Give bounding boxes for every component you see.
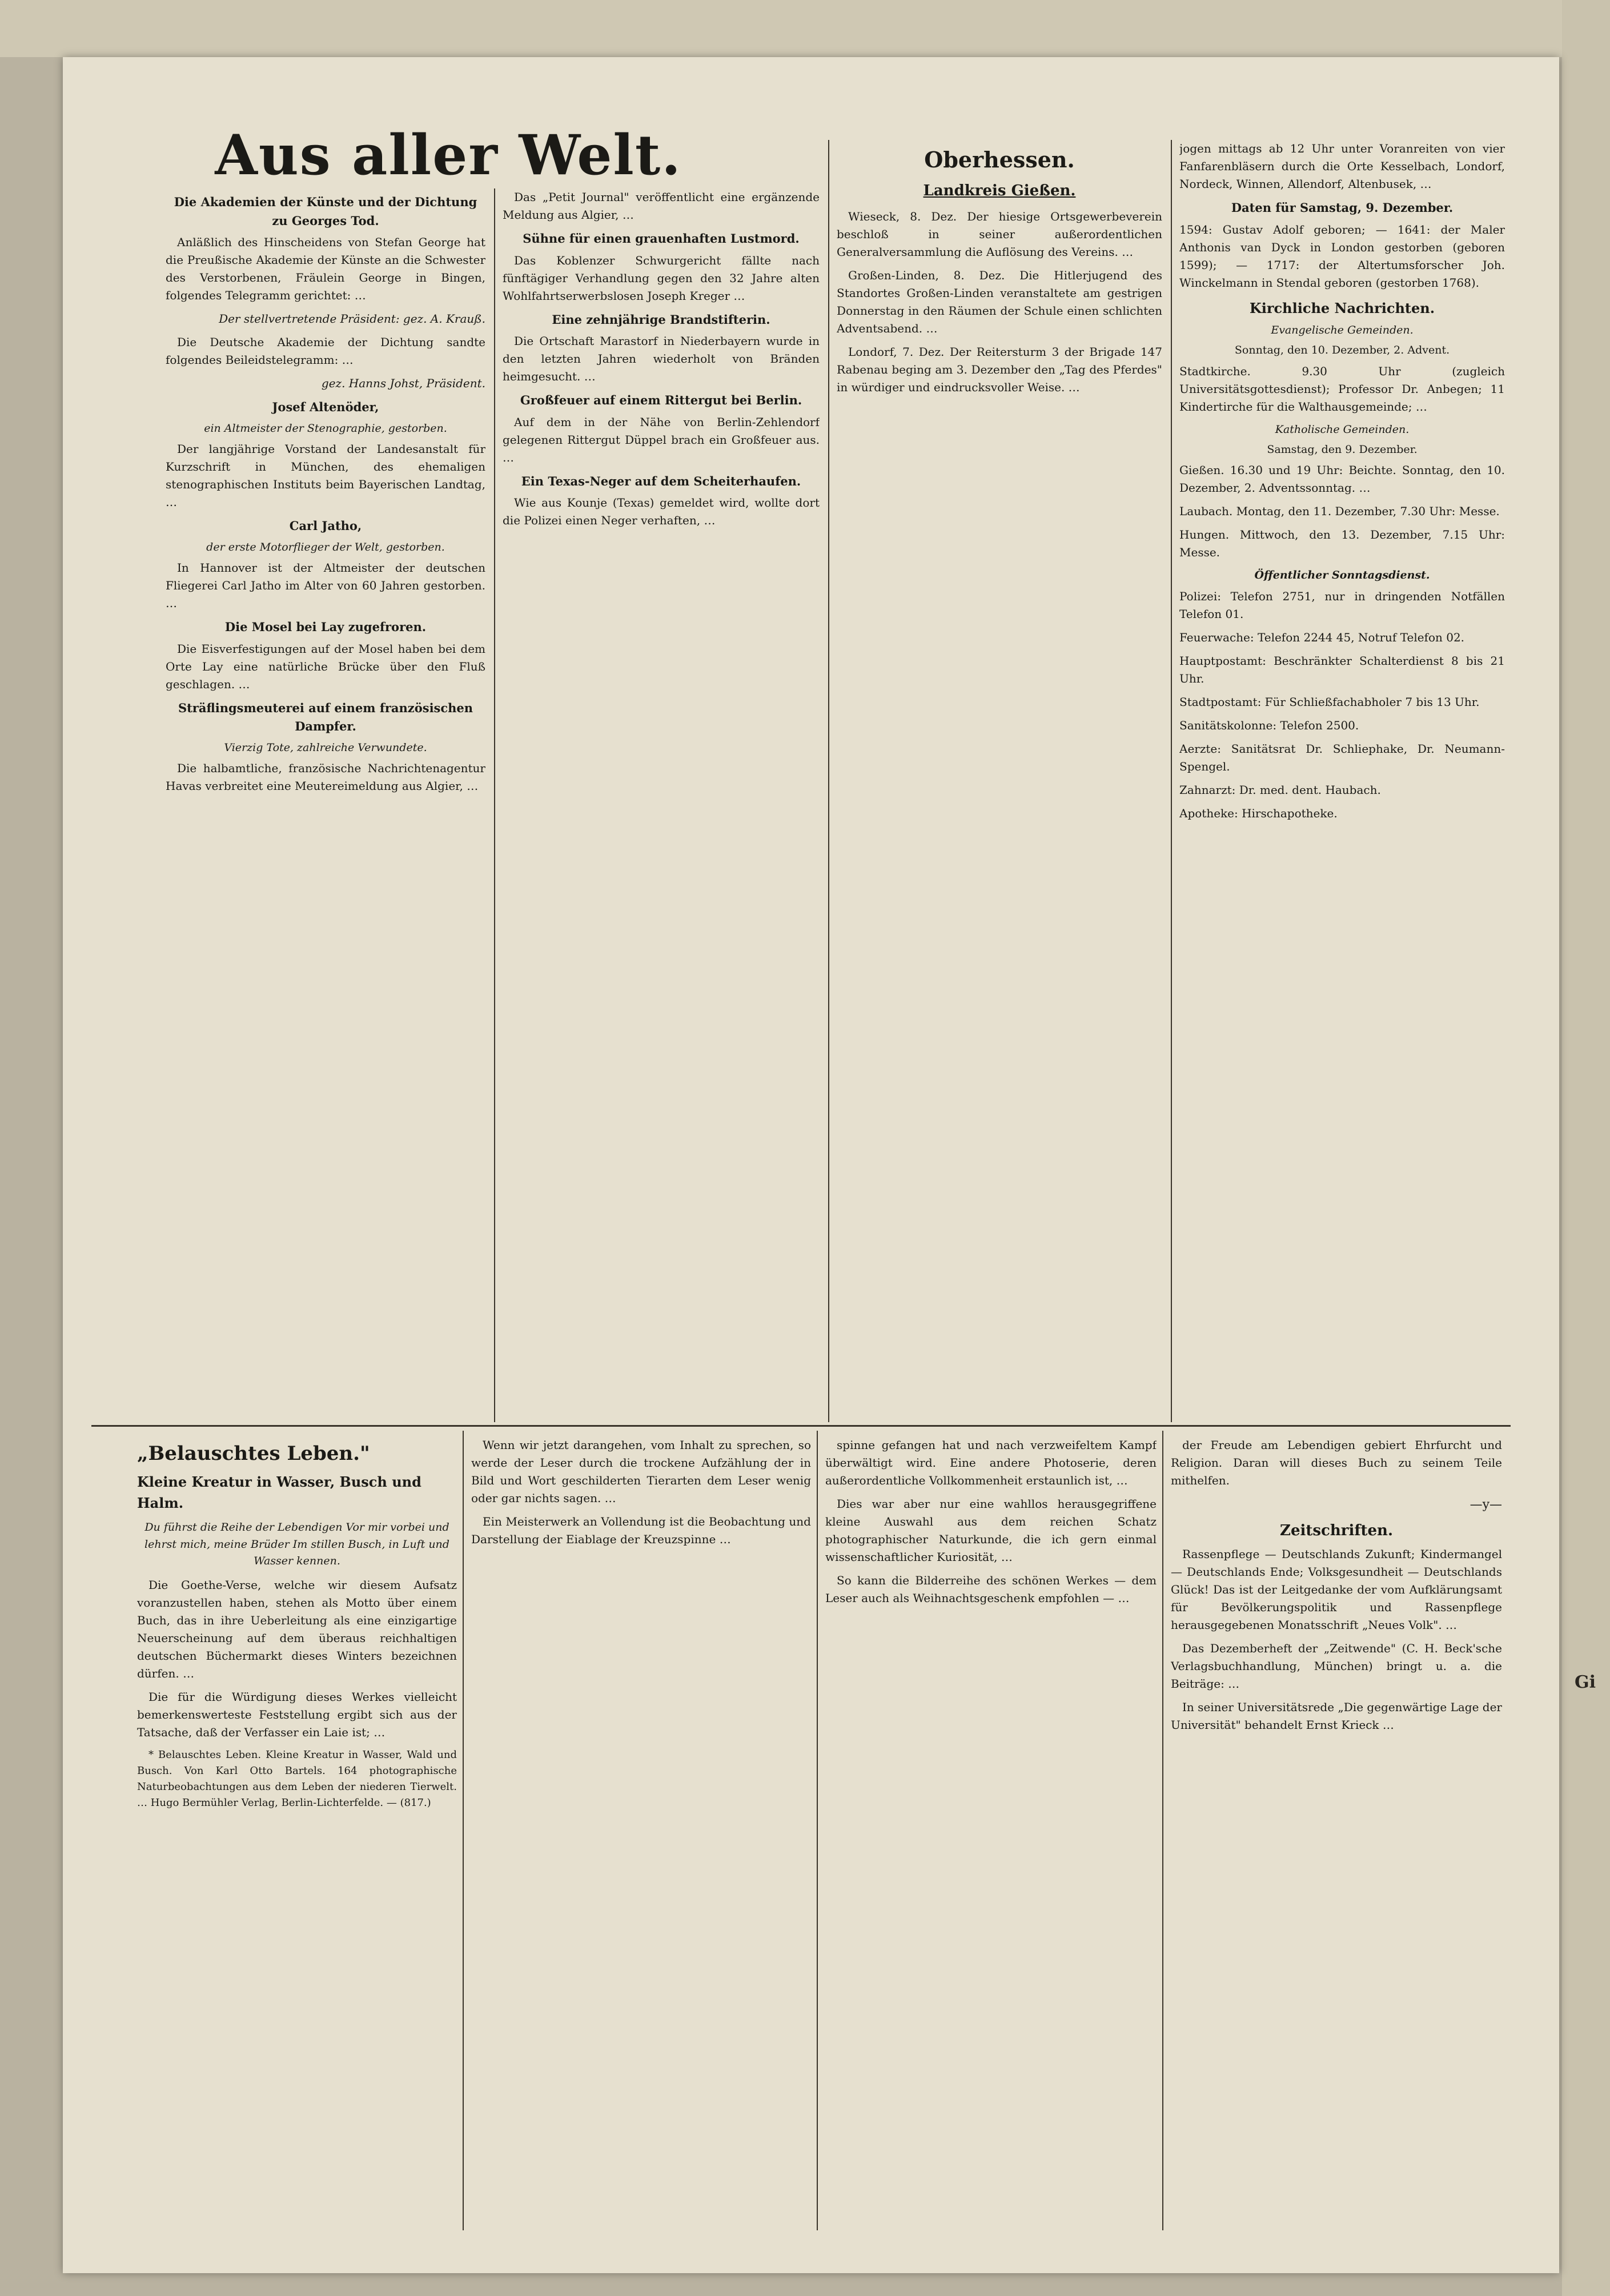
article-text: Die halbamtliche, französische Nachrichtenagentur Havas verbreitet eine Meutereimeldung aus Algier, … bbox=[166, 761, 485, 793]
service-date: Samstag, den 9. Dezember. bbox=[1267, 443, 1418, 456]
article-signature: gez. Hanns Johst, Präsident. bbox=[321, 376, 485, 391]
article-text: Das Koblenzer Schwurgericht fällte nach fünftägiger Verhandlung gegen den 32 Jahre alten Wohlfahrtserwerbslosen Joseph Kreger … bbox=[503, 253, 820, 303]
section-divider bbox=[91, 1425, 1511, 1427]
article-heading: Sühne für einen grauenhaften Lustmord. bbox=[523, 231, 800, 246]
article-text: spinne gefangen hat und nach verzweifeltem Kampf überwältigt wird. Eine andere Photoserie, deren außerordentliche Vollkommenheit erstaunlich ist, … bbox=[825, 1438, 1157, 1487]
article-subheading: der erste Motorflieger der Welt, gestorben. bbox=[206, 540, 445, 553]
service-listing: Stadtkirche. 9.30 Uhr (zugleich Universitätsgottesdienst); Professor Dr. Anbegen; 11 Kindertirche für die Walthausgemeinde; … bbox=[1179, 364, 1505, 414]
article-text: Auf dem in der Nähe von Berlin-Zehlendorf gelegenen Rittergut Düppel brach ein Großfeuer aus. … bbox=[503, 415, 820, 464]
article-text: Dies war aber nur eine wahllos herausgegriffene kleine Auswahl aus dem reichen Schatz photographischer Naturkunde, die ich gern einmal wissenschaftlicher Kuriosität, … bbox=[825, 1497, 1157, 1564]
church-subheading: Katholische Gemeinden. bbox=[1275, 423, 1410, 436]
feuilleton-column-2 bbox=[471, 1436, 811, 2225]
feuilleton-title: „Belauschtes Leben." bbox=[137, 1442, 370, 1465]
local-news-item: Londorf, 7. Dez. Der Reitersturm 3 der Brigade 147 Rabenau beging am 3. Dezember den „Tag des Pferdes" in würdiger und eindrucksvoller Weise. … bbox=[837, 345, 1162, 395]
article-subheading: ein Altmeister der Stenographie, gestorben. bbox=[204, 422, 447, 435]
top-edge-strip bbox=[0, 0, 1610, 57]
section-subheading: Landkreis Gießen. bbox=[923, 182, 1076, 199]
duty-entry: Sanitätskolonne: Telefon 2500. bbox=[1179, 718, 1359, 732]
adjacent-page-fragment: Gi bbox=[1575, 1672, 1596, 1692]
article-heading: Sträflingsmeuterei auf einem französischen Dampfer. bbox=[178, 700, 473, 734]
article-text: Das „Petit Journal" veröffentlicht eine ergänzende Meldung aus Algier, … bbox=[503, 190, 820, 222]
column-rule bbox=[494, 188, 495, 1422]
church-news-heading: Kirchliche Nachrichten. bbox=[1249, 299, 1435, 316]
article-text: Anläßlich des Hinscheidens von Stefan George hat die Preußische Akademie der Künste an die Schwester des Verstorbenen, Fräulein George in Bingen, folgendes Telegramm gerichtet: … bbox=[166, 235, 485, 303]
column-rule bbox=[1171, 140, 1172, 1422]
author-signature: —y— bbox=[1470, 1498, 1502, 1512]
article-heading: Ein Texas-Neger auf dem Scheiterhaufen. bbox=[521, 473, 801, 488]
article-subheading: Vierzig Tote, zahlreiche Verwundete. bbox=[224, 741, 427, 754]
article-text: So kann die Bilderreihe des schönen Werkes — dem Leser auch als Weihnachtsgeschenk empfohlen — … bbox=[825, 1574, 1157, 1605]
duty-entry: Hauptpostamt: Beschränkter Schalterdienst 8 bis 21 Uhr. bbox=[1179, 653, 1505, 685]
column-rule bbox=[828, 140, 829, 1422]
duty-entry: Aerzte: Sanitätsrat Dr. Schliephake, Dr. Neumann-Spengel. bbox=[1179, 741, 1505, 773]
column-3 bbox=[837, 140, 1162, 1416]
feuilleton-column-4 bbox=[1171, 1436, 1502, 2225]
feuilleton-column-1 bbox=[137, 1436, 457, 2225]
article-text: Wenn wir jetzt darangehen, vom Inhalt zu sprechen, so werde der Leser durch die trockene Aufzählung der in Bild und Wort geschilderten Tierarten dem Leser wenig oder gar nichts sagen. … bbox=[471, 1438, 811, 1505]
magazine-review: Das Dezemberheft der „Zeitwende" (C. H. Beck'sche Verlagsbuchhandlung, München) bringt u. a. die Beiträge: … bbox=[1171, 1641, 1502, 1691]
dates-heading: Daten für Samstag, 9. Dezember. bbox=[1231, 200, 1454, 215]
duty-entry: Apotheke: Hirschapotheke. bbox=[1179, 806, 1338, 820]
footnote: * Belauschtes Leben. Kleine Kreatur in Wasser, Wald und Busch. Von Karl Otto Bartels. 164 photographische Naturbeobachtungen aus dem Leben der niederen Tierwelt. … Hugo Bermühler Verlag, Berlin-Lichterfelde. — (817.) bbox=[137, 1749, 457, 1809]
article-heading: Josef Altenöder, bbox=[272, 400, 379, 415]
article-heading: Die Mosel bei Lay zugefroren. bbox=[224, 620, 427, 635]
article-text: Die Deutsche Akademie der Dichtung sandte folgendes Beileidstelegramm: … bbox=[166, 335, 485, 367]
service-date: Sonntag, den 10. Dezember, 2. Advent. bbox=[1234, 344, 1450, 357]
article-text: Ein Meisterwerk an Vollendung ist die Beobachtung und Darstellung der Eiablage der Kreuzspinne … bbox=[471, 1515, 811, 1546]
local-news-item: Wieseck, 8. Dez. Der hiesige Ortsgewerbeverein beschloß in seiner außerordentlichen Generalversammlung die Auflösung des Vereins. … bbox=[837, 210, 1162, 259]
column-4 bbox=[1179, 140, 1505, 1416]
article-text: der Freude am Lebendigen gebiert Ehrfurcht und Religion. Daran will dieses Buch zu seinem Teile mithelfen. bbox=[1171, 1438, 1502, 1487]
duty-entry: Stadtpostamt: Für Schließfachabholer 7 bis 13 Uhr. bbox=[1179, 695, 1480, 709]
article-text: Wie aus Kounje (Texas) gemeldet wird, wollte dort die Polizei einen Neger verhaften, … bbox=[503, 496, 820, 528]
column-1 bbox=[166, 188, 485, 1416]
article-text: jogen mittags ab 12 Uhr unter Voranreiten von vier Fanfarenbläsern durch die Orte Kesselbach, Londorf, Nordeck, Winnen, Allendorf, Altenbusek, … bbox=[1179, 142, 1505, 191]
article-heading: Die Akademien der Künste und der Dichtung zu Georges Tod. bbox=[174, 195, 477, 228]
article-text: In Hannover ist der Altmeister der deutschen Fliegerei Carl Jatho im Alter von 60 Jahren gestorben. … bbox=[166, 561, 485, 611]
section-heading: Oberhessen. bbox=[924, 147, 1075, 172]
service-listing: Hungen. Mittwoch, den 13. Dezember, 7.15 Uhr: Messe. bbox=[1179, 528, 1505, 560]
local-news-item: Großen-Linden, 8. Dez. Die Hitlerjugend des Standortes Großen-Linden veranstaltete am gestrigen Donnerstag in den Räumen der Schule einen schlichten Adventsabend. … bbox=[837, 268, 1162, 336]
feuilleton-subtitle: Kleine Kreatur in Wasser, Busch und Halm. bbox=[137, 1473, 421, 1511]
adjacent-page-strip bbox=[1562, 0, 1610, 2296]
article-text: Die Ortschaft Marastorf in Niederbayern wurde in den letzten Jahren wiederholt von Bränden heimgesucht. … bbox=[503, 334, 820, 384]
duty-entry: Zahnarzt: Dr. med. dent. Haubach. bbox=[1179, 782, 1381, 797]
dates-text: 1594: Gustav Adolf geboren; — 1641: der Maler Anthonis van Dyck in London gestorben (geboren 1599); — 1717: der Altertumsforscher Joh. Winckelmann in Stendal geboren (gestorben 1768). bbox=[1179, 222, 1505, 290]
magazines-heading: Zeitschriften. bbox=[1279, 1522, 1394, 1540]
service-listing: Laubach. Montag, den 11. Dezember, 7.30 Uhr: Messe. bbox=[1179, 504, 1500, 519]
duty-entry: Polizei: Telefon 2751, nur in dringenden Notfällen Telefon 01. bbox=[1179, 589, 1505, 621]
article-heading: Carl Jatho, bbox=[289, 519, 362, 533]
column-2 bbox=[503, 188, 820, 1416]
magazine-review: Rassenpflege — Deutschlands Zukunft; Kindermangel — Deutschlands Ende; Volksgesundheit — Deutschlands Glück! Das ist der Leitgedanke der vom Aufklärungsamt für Bevölkerungspolitik und Rassenpflege herausgegebenen Monatsschrift „Neues Volk". … bbox=[1171, 1547, 1502, 1632]
article-text: Die Eisverfestigungen auf der Mosel haben bei dem Orte Lay eine natürliche Brücke über den Fluß geschlagen. … bbox=[166, 641, 485, 691]
article-heading: Großfeuer auf einem Rittergut bei Berlin. bbox=[520, 393, 802, 408]
motto-verse: Du führst die Reihe der Lebendigen Vor mir vorbei und lehrst mich, meine Brüder Im stillen Busch, in Luft und Wasser kennen. bbox=[144, 1521, 449, 1567]
column-rule bbox=[1162, 1431, 1163, 2230]
page-title: Aus aller Welt. bbox=[215, 123, 682, 187]
article-text: Die Goethe-Verse, welche wir diesem Aufsatz voranzustellen haben, stehen als Motto über einem Buch, das in ihre Ueberleitung als eine einzigartige Neuerscheinung auf dem überaus reichhaltigen deutschen Büchermarkt dieses Winters bezeichnen dürfen. … bbox=[137, 1578, 457, 1681]
feuilleton-column-3 bbox=[825, 1436, 1157, 2225]
article-signature: Der stellvertretende Präsident: gez. A. Krauß. bbox=[219, 312, 485, 326]
column-rule bbox=[463, 1431, 464, 2230]
article-heading: Eine zehnjährige Brandstifterin. bbox=[552, 312, 770, 327]
article-text: Der langjährige Vorstand der Landesanstalt für Kurzschrift in München, des ehemaligen stenographischen Instituts beim Bayerischen Landtag, … bbox=[166, 442, 485, 509]
magazine-review: In seiner Universitätsrede „Die gegenwärtige Lage der Universität" behandelt Ernst Krieck … bbox=[1171, 1700, 1502, 1732]
service-listing: Gießen. 16.30 und 19 Uhr: Beichte. Sonntag, den 10. Dezember, 2. Adventssonntag. … bbox=[1179, 463, 1505, 495]
article-text: Die für die Würdigung dieses Werkes vielleicht bemerkenswerteste Feststellung ergibt sich aus der Tatsache, daß der Verfasser ein Laie ist; … bbox=[137, 1690, 457, 1740]
sunday-duty-heading: Öffentlicher Sonntagsdienst. bbox=[1254, 569, 1430, 582]
column-rule bbox=[817, 1431, 818, 2230]
church-subheading: Evangelische Gemeinden. bbox=[1271, 323, 1414, 336]
duty-entry: Feuerwache: Telefon 2244 45, Notruf Telefon 02. bbox=[1179, 630, 1465, 644]
